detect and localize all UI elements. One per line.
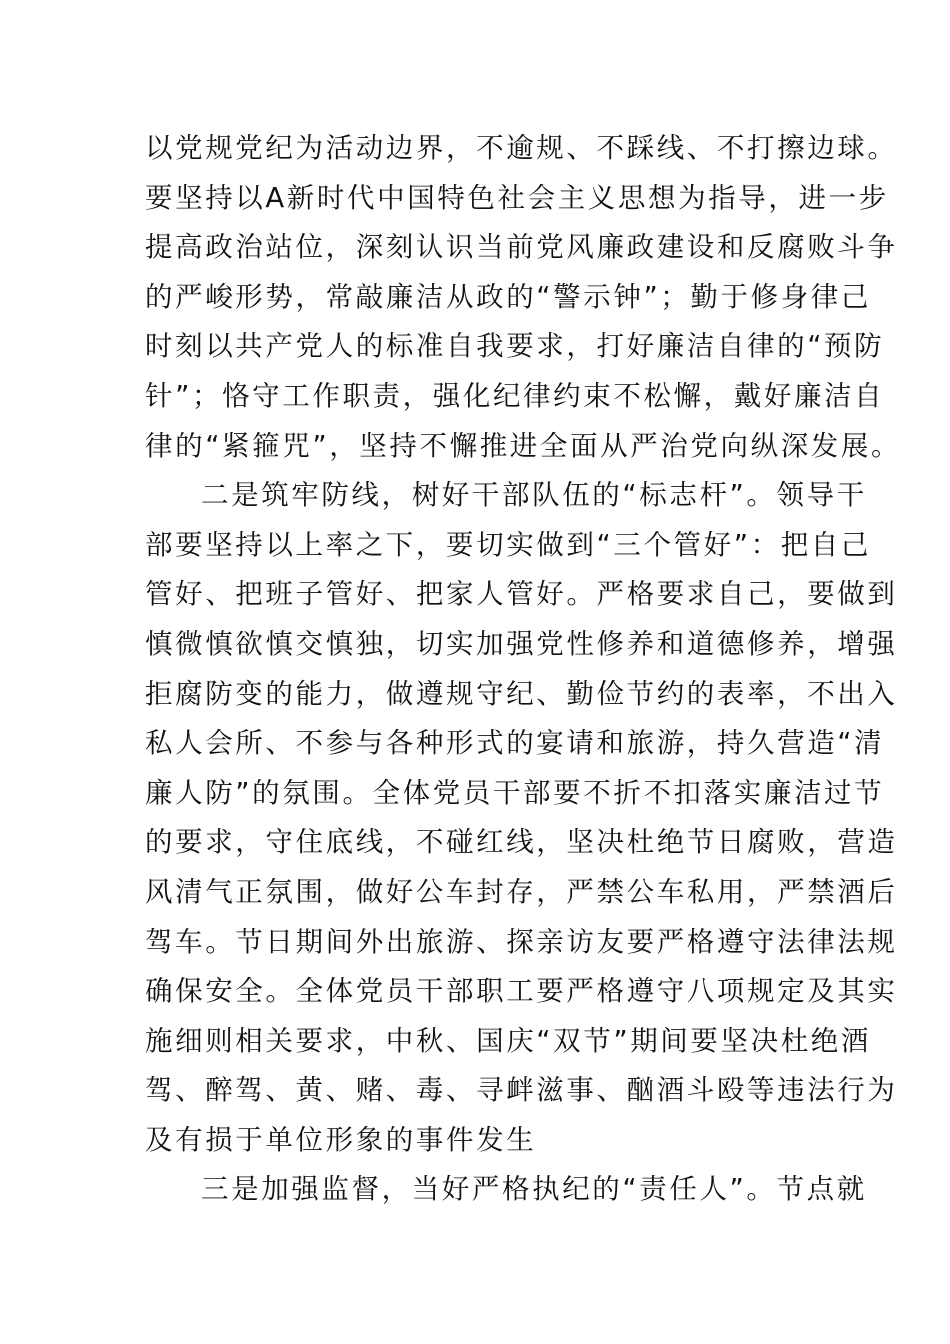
document-body — [145, 124, 902, 1215]
text-line: 律的“紧箍咒”，坚持不懈推进全面从严治党向纵深发展。 — [145, 429, 902, 462]
text-line: 慎微慎欲慎交慎独，切实加强党性修养和道德修养，增强 — [145, 627, 898, 660]
text-line: 以党规党纪为活动边界，不逾规、不踩线、不打擦边球。 — [145, 132, 898, 164]
text-line: 针”；恪守工作职责，强化纪律约束不松懈，戴好廉洁自 — [145, 379, 885, 412]
text-line: 部要坚持以上率之下，要切实做到“三个管好”：把自己 — [145, 528, 871, 561]
text-line: 拒腐防变的能力，做遵规守纪、勤俭节约的表率，不出入 — [145, 677, 898, 710]
text-line: 提高政治站位，深刻认识当前党风廉政建设和反腐败斗争 — [145, 231, 898, 264]
text-line: 及有损于单位形象的事件发生 — [145, 1123, 537, 1156]
text-line: 风清气正氛围，做好公车封存，严禁公车私用，严禁酒后 — [145, 875, 898, 908]
text-line: 私人会所、不参与各种形式的宴请和旅游，持久营造“清 — [145, 727, 885, 760]
text-line: 要坚持以A新时代中国特色社会主义思想为指导，进一步 — [145, 181, 889, 214]
text-line: 管好、把班子管好、把家人管好。严格要求自己，要做到 — [145, 578, 898, 611]
text-line: 确保安全。全体党员干部职工要严格遵守八项规定及其实 — [145, 975, 898, 1008]
text-line: 的要求，守住底线，不碰红线，坚决杜绝节日腐败，营造 — [145, 826, 898, 859]
text-line: 驾车。节日期间外出旅游、探亲访友要严格遵守法律法规 — [145, 925, 898, 958]
paragraph-3-first-line: 三是加强监督，当好严格执纪的“责任人”。节点就 — [201, 1173, 867, 1206]
paragraph-2-first-line: 二是筑牢防线，树好干部队伍的“标志杆”。领导干 — [201, 479, 867, 512]
text-line: 廉人防”的氛围。全体党员干部要不折不扣落实廉洁过节 — [145, 776, 885, 809]
text-line: 施细则相关要求，中秋、国庆“双节”期间要坚决杜绝酒 — [145, 1024, 871, 1057]
text-line: 的严峻形势，常敲廉洁从政的“警示钟”；勤于修身律己 — [145, 280, 871, 313]
text-line: 时刻以共产党人的标准自我要求，打好廉洁自律的“预防 — [145, 330, 885, 363]
text-line: 驾、醉驾、黄、赌、毒、寻衅滋事、酗酒斗殴等违法行为 — [145, 1074, 898, 1107]
